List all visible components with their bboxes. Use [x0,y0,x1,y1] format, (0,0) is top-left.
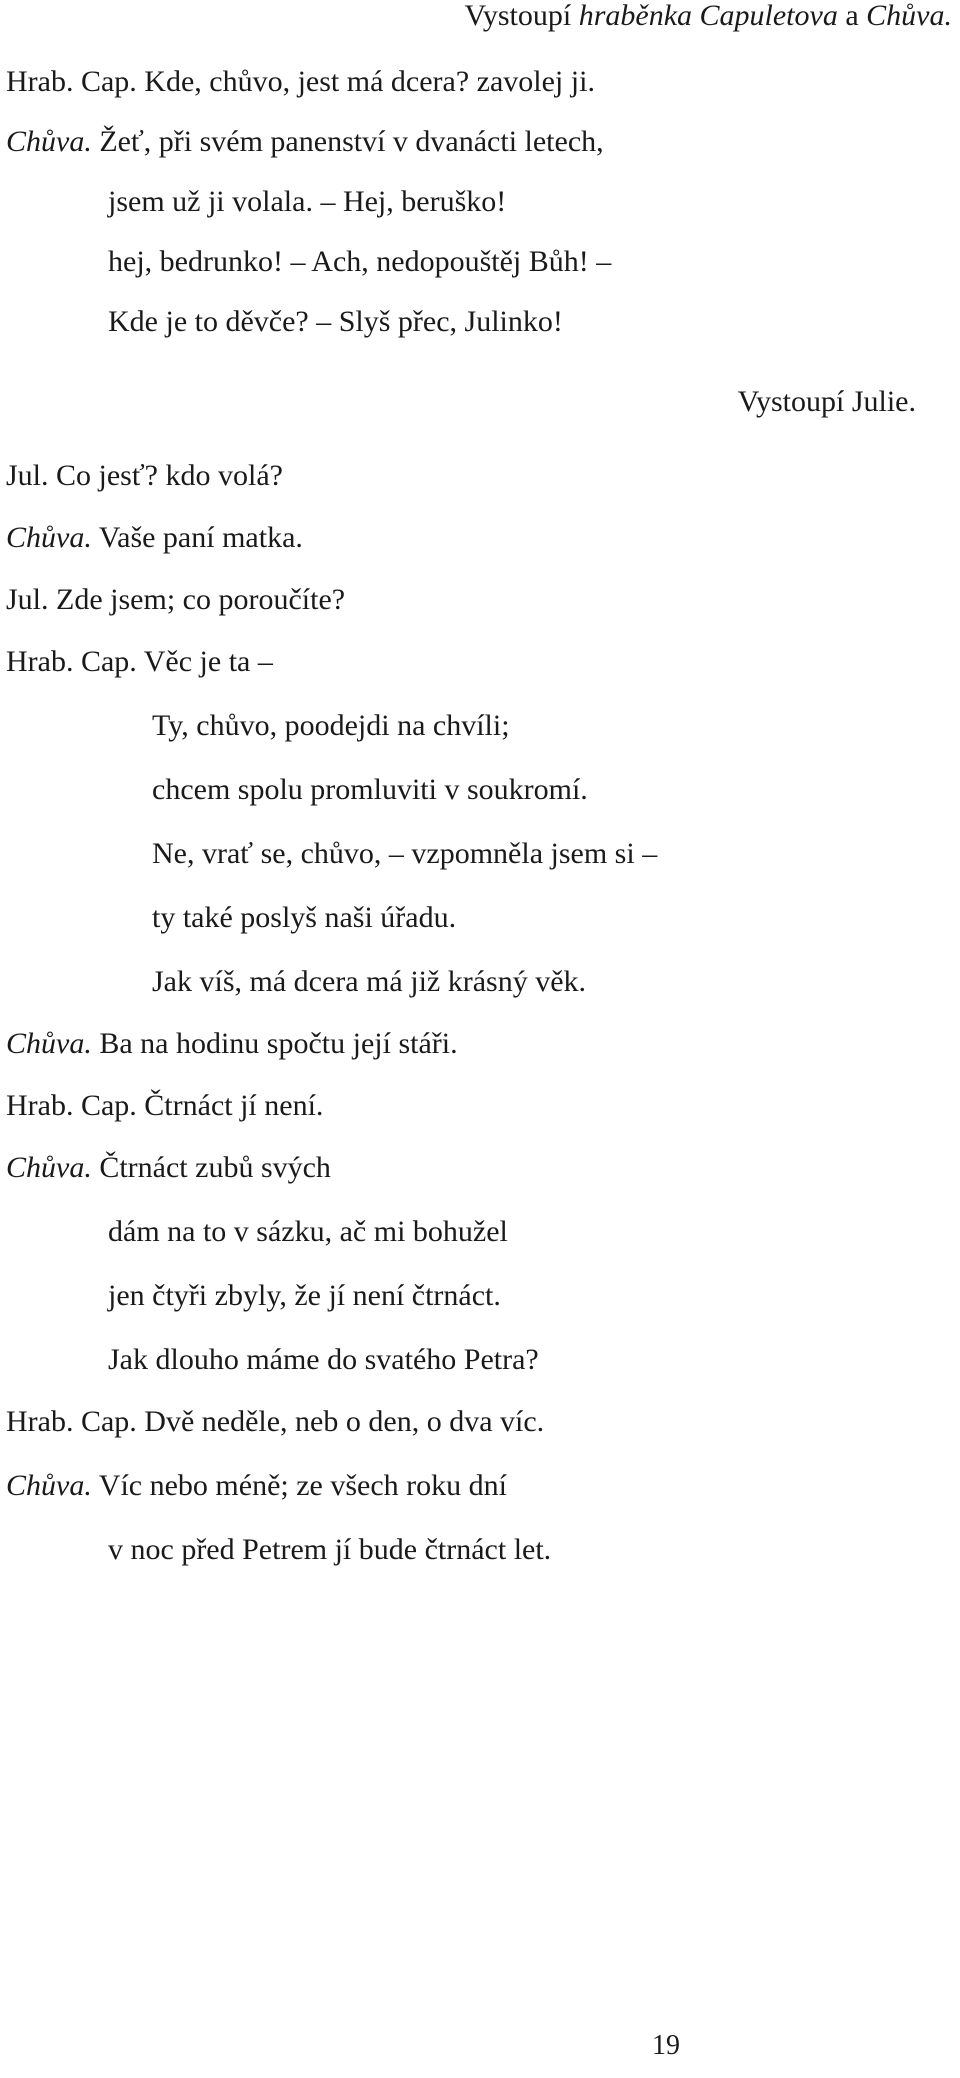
line-text: Jak víš, má dcera má již krásný věk. [152,965,587,998]
line-text: Zde jsem; co poroučíte? [48,583,346,616]
header-prefix: Vystoupí [464,0,579,32]
verse-line [108,1342,539,1378]
header-mid: a [837,0,867,32]
speaker-name: Hrab. Cap. [6,1089,137,1122]
speaker-name: Hrab. Cap. [6,1405,137,1438]
line-text: Kde je to děvče? – Slyš přec, Julinko! [108,305,563,338]
speaker-name: Chůva. [6,1027,92,1060]
verse-line [108,244,611,280]
line-text: ty také poslyš naši úřadu. [152,901,457,934]
page-number: 19 [652,2030,680,2061]
stage-direction-header [465,0,952,34]
verse-line [108,1532,551,1568]
speaker-name: Jul. [6,583,49,616]
verse-line [6,1404,544,1440]
line-text: Čtrnáct zubů svých [91,1151,331,1184]
verse-line [6,582,345,618]
verse-line [108,304,563,340]
stage-text: Vystoupí Julie. [737,385,916,418]
speaker-name: Jul. [6,459,49,492]
verse-line [108,1278,501,1314]
line-text: v noc před Petrem jí bude čtrnáct let. [108,1533,552,1566]
line-text: Kde, chůvo, jest má dcera? zavolej ji. [136,65,595,98]
verse-line [152,772,588,808]
line-text: Vaše paní matka. [91,521,303,554]
line-text: Víc nebo méně; ze všech roku dní [91,1469,507,1502]
speaker-name: Chůva. [6,1469,92,1502]
speaker-name: Chůva. [6,125,92,158]
line-text: Ty, chůvo, poodejdi na chvíli; [152,709,510,742]
line-text: chcem spolu promluviti v soukromí. [152,773,588,806]
line-text: jen čtyři zbyly, že jí není čtrnáct. [108,1279,501,1312]
line-text: Čtrnáct jí není. [136,1089,324,1122]
speaker-name: Hrab. Cap. [6,645,137,678]
verse-line [6,64,595,100]
speaker-name: Hrab. Cap. [6,65,137,98]
line-text: Ba na hodinu spočtu její stáři. [91,1027,458,1060]
verse-line [108,184,506,220]
header-character-1: hraběnka Capuletova [578,0,838,32]
line-text: Jak dlouho máme do svatého Petra? [108,1343,539,1376]
stage-direction [738,384,916,420]
verse-line [6,458,283,494]
verse-line [6,1150,331,1186]
verse-line [6,1468,507,1504]
line-text: jsem už ji volala. – Hej, beruško! [108,185,507,218]
line-text: Dvě neděle, neb o den, o dva víc. [136,1405,545,1438]
line-text: Žeť, při svém panenství v dvanácti letech, [91,125,604,158]
verse-line [152,708,510,744]
header-character-2: Chůva. [866,0,952,32]
verse-line [152,964,586,1000]
line-text: dám na to v sázku, ač mi bohužel [108,1215,508,1248]
line-text: Věc je ta – [136,645,273,678]
line-text: hej, bedrunko! – Ach, nedopouštěj Bůh! – [108,245,612,278]
verse-line [108,1214,508,1250]
verse-line [6,1026,458,1062]
verse-line [152,900,456,936]
verse-line [6,124,604,160]
speaker-name: Chůva. [6,521,92,554]
verse-line [6,520,303,556]
speaker-name: Chůva. [6,1151,92,1184]
verse-line [152,836,657,872]
line-text: Co jesť? kdo volá? [48,459,283,492]
line-text: Ne, vrať se, chůvo, – vzpomněla jsem si – [152,837,658,870]
verse-line [6,644,273,680]
verse-line [6,1088,323,1124]
